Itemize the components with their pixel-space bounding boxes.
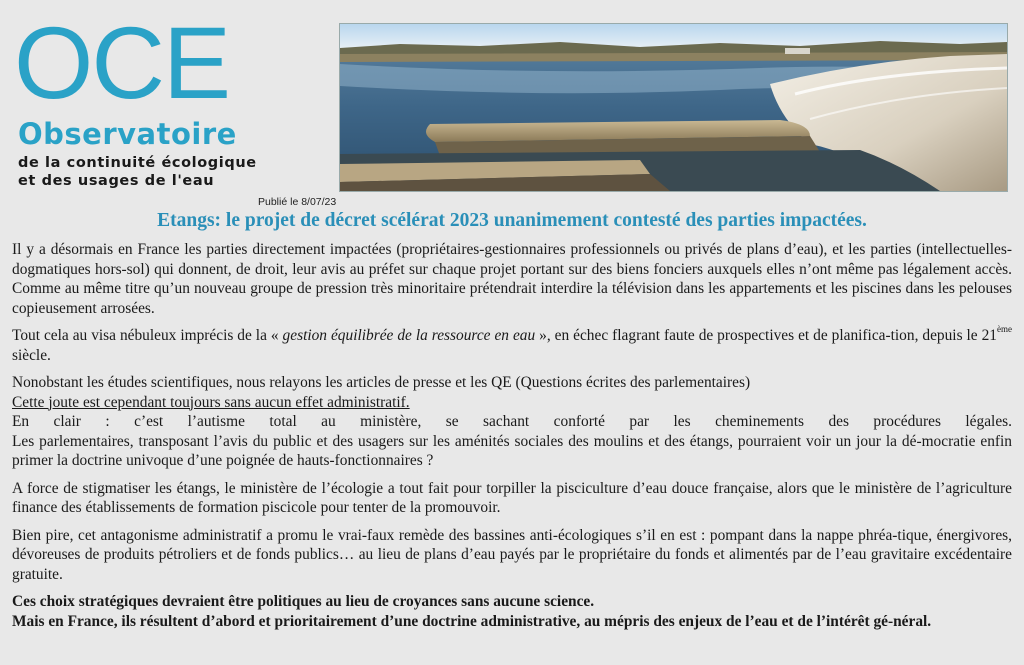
paragraph-3-line-3 (12, 412, 1012, 432)
conclusion-line-2: Mais en France, ils résultent d’abord et prioritairement d’une doctrine administrative, au mépris des enjeux de l’eau et de l’intérêt gé-néral. (12, 612, 932, 630)
pond-weir-photo (339, 23, 1008, 192)
conclusion-line-1: Ces choix stratégiques devraient être politiques au lieu de croyances sans aucune science. (12, 593, 595, 610)
paragraph-2-quote: gestion équilibrée de la ressource en eau (282, 327, 536, 344)
logo-subtitle-line2: et des usages de l'eau (18, 173, 215, 189)
oce-logo (14, 6, 314, 193)
paragraph-2 (12, 323, 1012, 365)
paragraph-3-line-4: Les parlementaires, transposant l’avis du public et des usagers sur les aménités sociales des moulins et des étangs, pourraient voir un jour la dé-mocratie enfin primer la doctrine univoque d’une poignée de hauts-fonctionnaires ? (12, 432, 1012, 469)
logo-observatoire-text: Observatoire (18, 117, 237, 151)
article-body (12, 240, 1012, 631)
paragraph-3-underlined: Cette joute est cependant toujours sans aucun effet administratif. (12, 393, 410, 411)
article-title: Etangs: le projet de décret scélérat 2023 unanimement contesté des parties impactées. (157, 210, 867, 231)
logo-subtitle-line1: de la continuité écologique (18, 155, 257, 171)
published-date: Publié le 8/07/23 (258, 196, 337, 208)
paragraph-3-line-1: Nonobstant les études scientifiques, nous relayons les articles de presse et les QE (Questions écrites des parlementaires) (12, 374, 751, 391)
logo-oce-text: OCE (14, 6, 230, 120)
paragraph-4: A force de stigmatiser les étangs, le ministère de l’écologie a tout fait pour torpiller la pisciculture d’eau douce française, alors que le ministère de l’agriculture finance des établissements de formation piscicole pour tenter de la promouvoir. (12, 479, 1012, 516)
paragraph-5: Bien pire, cet antagonisme administratif a promu le vrai-faux remède des bassines anti-écologiques s’il en est : pompant dans la nappe phréa-tique, énergivores, dévoreuses de produits pétroliers et de fonds publics… au lieu de plans d’eau payés par le propriétaire du fonds et alimentés par de l’eau gravitaire excédentaire gratuite. (12, 526, 1012, 583)
paragraph-2-middle: », en échec flagrant faute de prospectives et de planifica-tion, depuis le 21 (535, 327, 997, 344)
paragraph-1: Il y a désormais en France les parties directement impactées (propriétaires-gestionnaires professionnels ou privés de plans d’eau), et les parties (intellectuelles-dogmatiques hors-sol) qui donnent, de droit, leur avis au préfet sur chaque projet portant sur des biens fonciers auxquels elles n’ont même pas légalement accès. Comme au même titre qu’un nouveau groupe de pression très minoritaire prétendrait interdire la télévision dans les appartements et les piscines dans les pelouses copieusement arrosées. (12, 241, 1012, 317)
paragraph-2-start: Tout cela au visa nébuleux imprécis de la « (12, 327, 283, 344)
paragraph-2-end: siècle. (12, 346, 51, 364)
paragraph-3-line-3-text: En clair : c’est l’autisme total au ministère, se sachant conforté par les cheminements des procédures légales. (12, 413, 1012, 430)
paragraph-2-superscript: ème (997, 323, 1012, 334)
